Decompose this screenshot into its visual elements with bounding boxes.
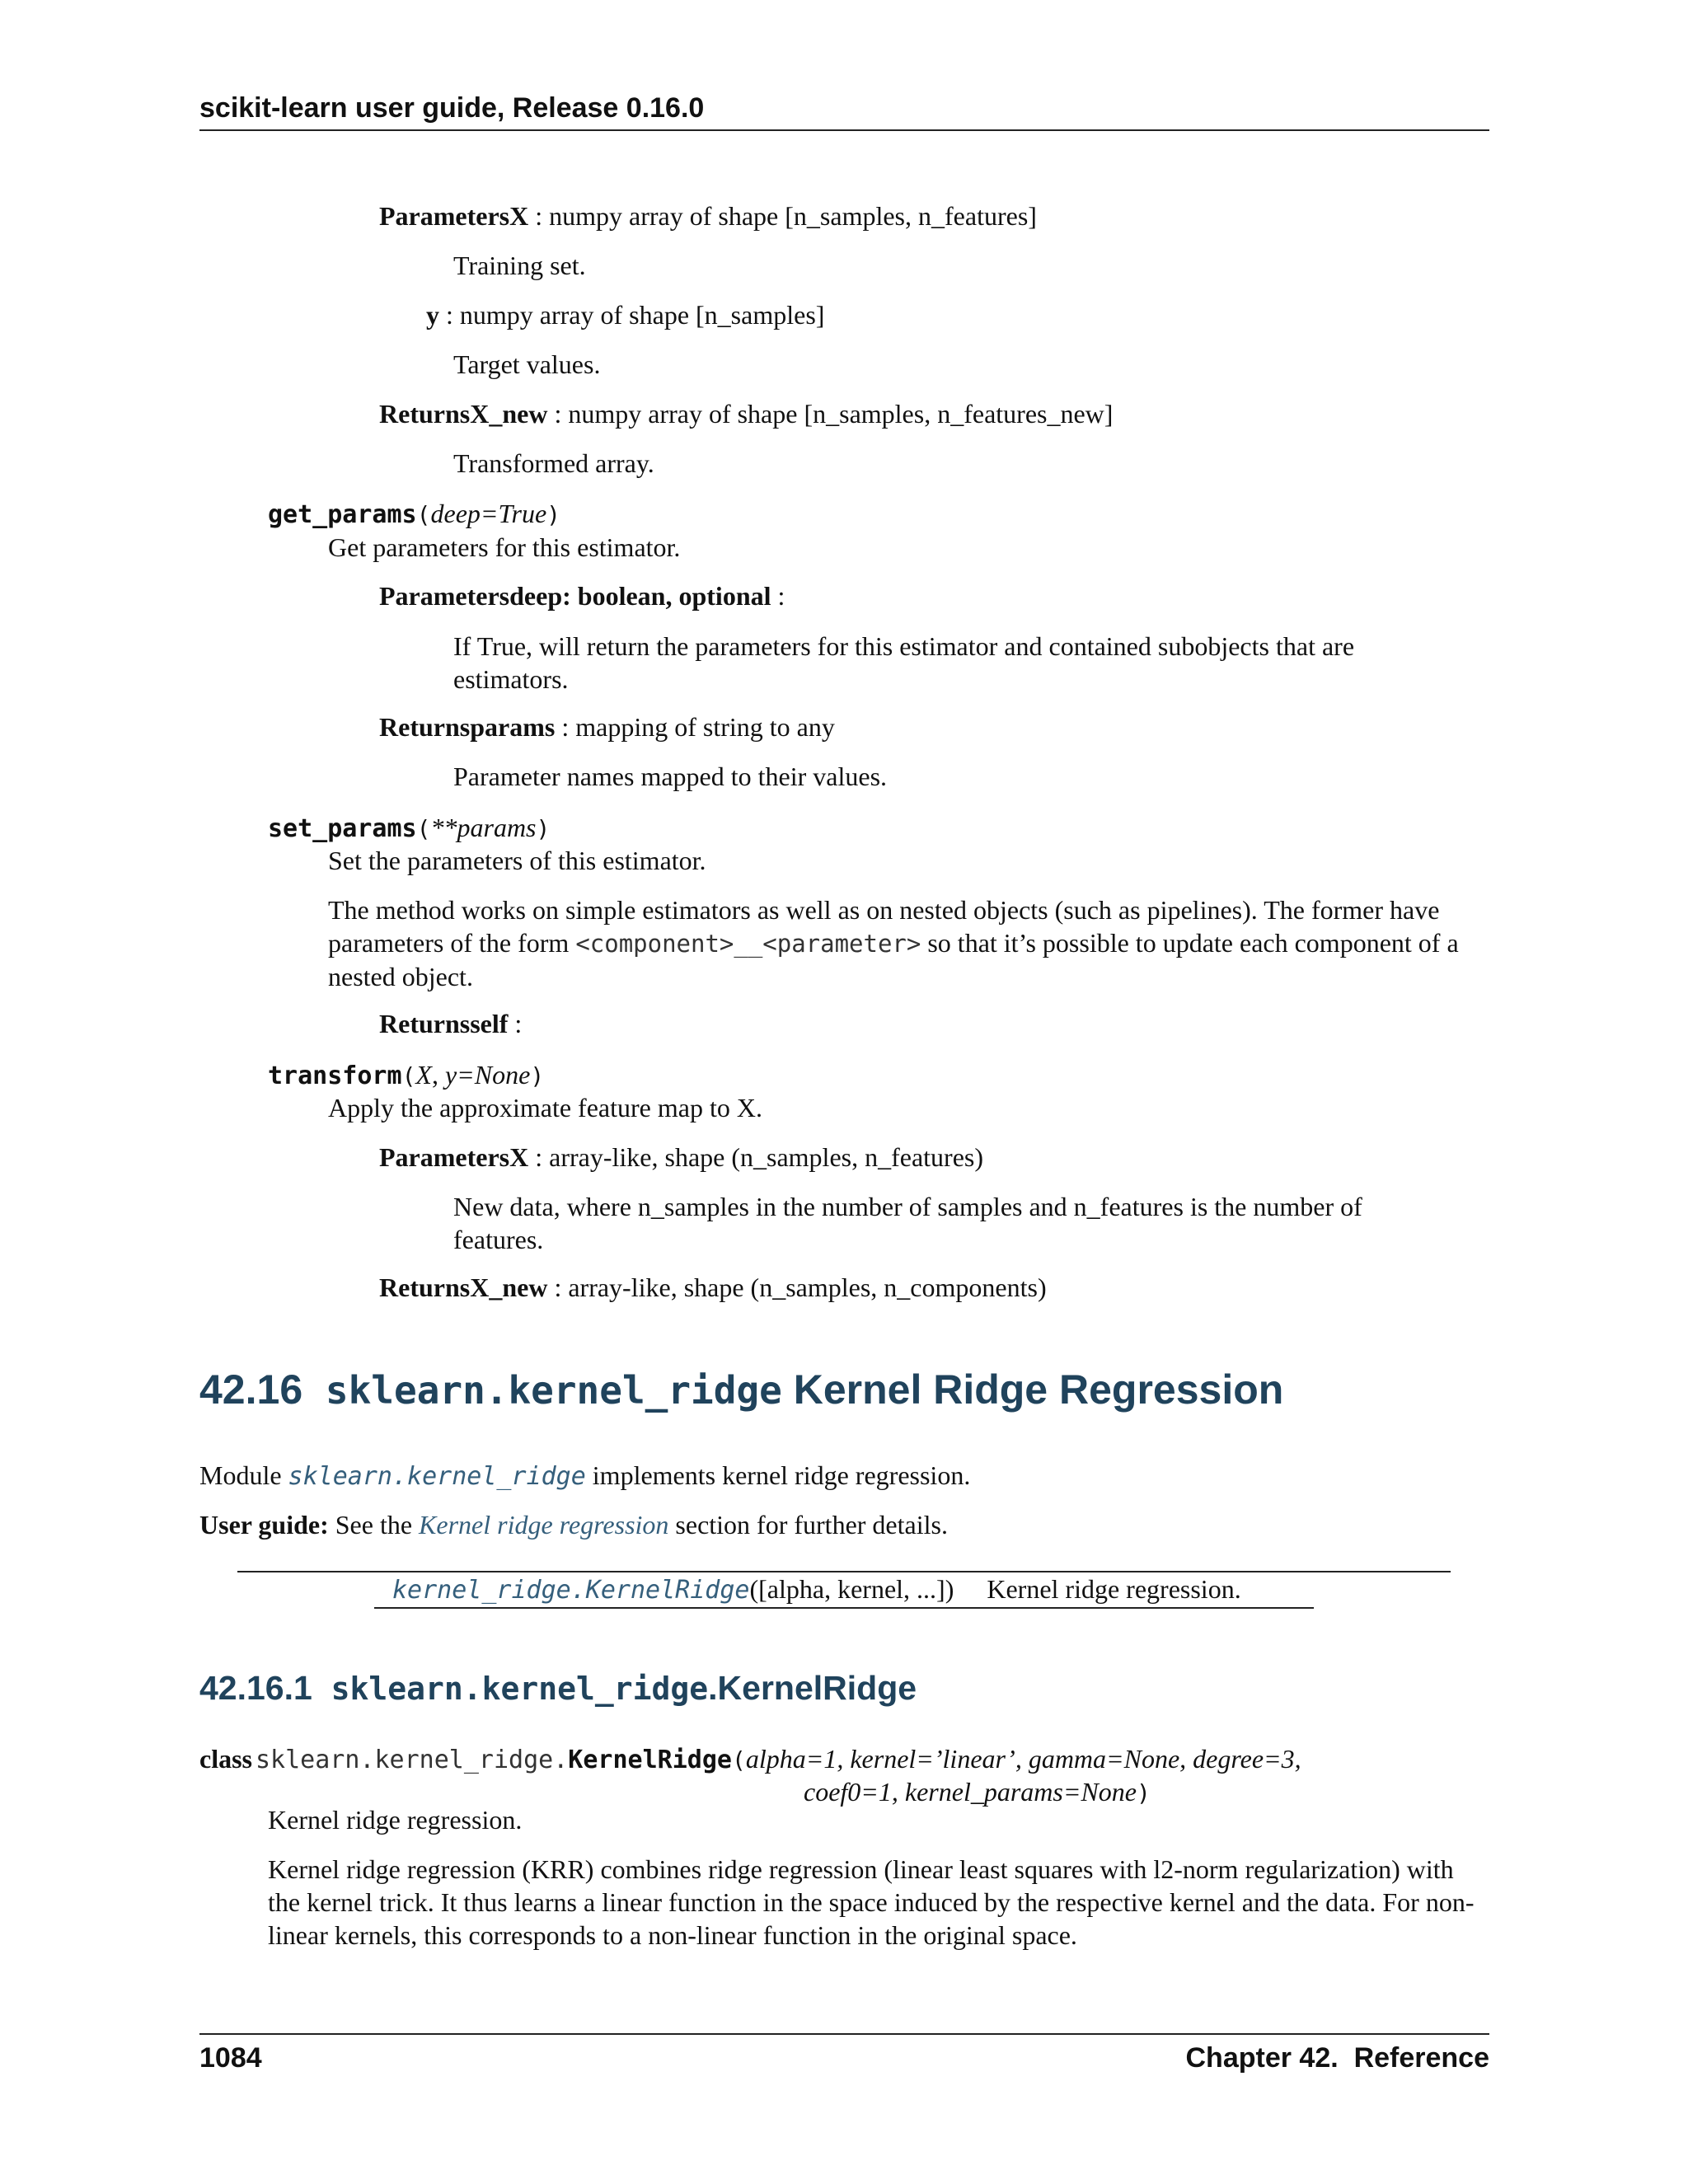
transform-signature bbox=[268, 1060, 544, 1090]
header-rule bbox=[199, 129, 1489, 131]
returns-label: Returns bbox=[379, 1009, 471, 1038]
text: Module bbox=[199, 1460, 288, 1490]
return-type: : numpy array of shape [n_samples, n_features_new] bbox=[547, 399, 1114, 429]
module-intro bbox=[199, 1460, 970, 1491]
section-title: Kernel Ridge Regression bbox=[793, 1366, 1284, 1413]
module-link[interactable]: sklearn.kernel_ridge bbox=[288, 1462, 586, 1491]
param-name: y bbox=[426, 300, 439, 330]
returns-label: Returns bbox=[379, 712, 471, 742]
class-keyword: class bbox=[199, 1744, 252, 1774]
fit-transform-returns bbox=[379, 399, 1113, 429]
method-summary: Set the parameters of this estimator. bbox=[328, 846, 706, 875]
class-signature bbox=[199, 1744, 1301, 1774]
return-name: self bbox=[470, 1009, 509, 1038]
class-summary: Kernel ridge regression. bbox=[268, 1805, 523, 1835]
class-signature-cont bbox=[804, 1777, 1151, 1807]
param-description: New data, where n_samples in the number of samples and n_features is the number of features. bbox=[453, 1192, 1362, 1254]
set-params-signature bbox=[268, 813, 550, 843]
paren: ( bbox=[401, 1062, 416, 1090]
fit-transform-param-y bbox=[426, 300, 824, 330]
param-type: : numpy array of shape [n_samples, n_features] bbox=[528, 201, 1037, 231]
subsection-module-code: sklearn.kernel_ridge bbox=[331, 1671, 709, 1707]
page-number: 1084 bbox=[199, 2042, 262, 2074]
paren: ) bbox=[546, 501, 561, 528]
get-params-params bbox=[379, 581, 785, 612]
method-args: deep=True bbox=[430, 499, 547, 528]
class-description: Kernel ridge regression. bbox=[987, 1574, 1241, 1604]
return-description: Parameter names mapped to their values. bbox=[453, 762, 888, 791]
return-sep: : bbox=[508, 1009, 523, 1038]
params-label: Parameters bbox=[379, 201, 510, 231]
method-arg: y=None bbox=[444, 1060, 531, 1090]
subsection-number: 42.16.1 bbox=[199, 1669, 312, 1707]
subsection-title: .KernelRidge bbox=[708, 1669, 917, 1707]
class-args-line1: alpha=1, kernel=’linear’, gamma=None, degree=3, bbox=[745, 1744, 1301, 1774]
user-guide-link[interactable]: Kernel ridge regression bbox=[419, 1510, 669, 1540]
table-top-rule bbox=[237, 1571, 1451, 1572]
desc-text: The method works on simple estimators as well as on nested objects (such as pipelines). The former have parameters of the form bbox=[328, 895, 1440, 958]
set-params-returns bbox=[379, 1009, 522, 1039]
section-heading bbox=[199, 1366, 1283, 1413]
param-name: X bbox=[509, 1142, 529, 1172]
method-name: transform bbox=[268, 1062, 402, 1090]
chapter-label: Chapter 42. Reference bbox=[1185, 2042, 1489, 2074]
class-module: sklearn.kernel_ridge. bbox=[256, 1746, 569, 1774]
paren: ( bbox=[731, 1746, 746, 1774]
paren: ) bbox=[536, 815, 551, 842]
subsection-heading bbox=[199, 1669, 917, 1708]
class-args-line2: coef0=1, kernel_params=None bbox=[804, 1777, 1137, 1807]
param-description: Training set. bbox=[453, 251, 586, 280]
class-description: Kernel ridge regression (KRR) combines ridge regression (linear least squares with l2-norm regularization) with the kernel trick. It thus learns a linear function in the space induced by the respective kernel and the data. For non-linear kernels, this corresponds to a non-linear function in the original space. bbox=[268, 1854, 1475, 1950]
returns-label: Returns bbox=[379, 399, 471, 429]
param-sep: : bbox=[771, 581, 785, 611]
paren: ) bbox=[530, 1062, 545, 1090]
user-guide-label: User guide: bbox=[199, 1510, 329, 1540]
returns-label: Returns bbox=[379, 1272, 471, 1302]
class-link[interactable]: kernel_ridge.KernelRidge bbox=[392, 1576, 750, 1605]
return-name: params bbox=[470, 712, 556, 742]
method-name: get_params bbox=[268, 500, 417, 529]
get-params-returns bbox=[379, 712, 835, 743]
text: section for further details. bbox=[668, 1510, 948, 1540]
param-name: X bbox=[509, 201, 529, 231]
table-row bbox=[392, 1574, 1241, 1605]
return-name: X_new bbox=[470, 399, 548, 429]
return-description: Transformed array. bbox=[453, 448, 654, 478]
params-label: Parameters bbox=[379, 1142, 510, 1172]
section-number: 42.16 bbox=[199, 1366, 303, 1413]
param-description: If True, will return the parameters for this estimator and contained subobjects that are estimators. bbox=[453, 631, 1355, 694]
method-summary: Get parameters for this estimator. bbox=[328, 532, 681, 562]
return-type: : array-like, shape (n_samples, n_components) bbox=[547, 1272, 1047, 1302]
paren: ( bbox=[416, 815, 431, 842]
transform-returns bbox=[379, 1272, 1047, 1303]
footer-rule bbox=[199, 2033, 1489, 2035]
text: See the bbox=[328, 1510, 420, 1540]
get-params-signature bbox=[268, 499, 560, 529]
inline-code: <component>__<parameter> bbox=[575, 930, 921, 958]
table-bottom-rule bbox=[374, 1607, 1314, 1609]
text: implements kernel ridge regression. bbox=[585, 1460, 971, 1490]
method-description bbox=[328, 893, 1490, 993]
running-header: scikit-learn user guide, Release 0.16.0 bbox=[199, 92, 705, 124]
paren: ) bbox=[1137, 1779, 1151, 1807]
fit-transform-params bbox=[379, 201, 1037, 232]
method-summary: Apply the approximate feature map to X. bbox=[328, 1093, 762, 1122]
params-label: Parameters bbox=[379, 581, 510, 611]
param-type: : numpy array of shape [n_samples] bbox=[439, 300, 825, 330]
class-name: KernelRidge bbox=[568, 1746, 732, 1774]
param-description: Target values. bbox=[453, 349, 601, 379]
class-args: ([alpha, kernel, ...]) bbox=[749, 1574, 954, 1604]
user-guide-note bbox=[199, 1510, 948, 1540]
section-module-code: sklearn.kernel_ridge bbox=[325, 1368, 782, 1413]
param-name: deep: boolean, optional bbox=[509, 581, 771, 611]
return-type: : mapping of string to any bbox=[555, 712, 835, 742]
paren: ( bbox=[416, 501, 431, 528]
method-args: **params bbox=[430, 813, 537, 842]
transform-params bbox=[379, 1142, 983, 1173]
param-type: : array-like, shape (n_samples, n_features) bbox=[528, 1142, 984, 1172]
method-name: set_params bbox=[268, 814, 417, 843]
method-arg: X bbox=[415, 1060, 432, 1090]
return-name: X_new bbox=[470, 1272, 548, 1302]
comma: , bbox=[431, 1060, 445, 1090]
desc-text: so that it’s possible to update each component of a nested object. bbox=[328, 928, 1459, 991]
